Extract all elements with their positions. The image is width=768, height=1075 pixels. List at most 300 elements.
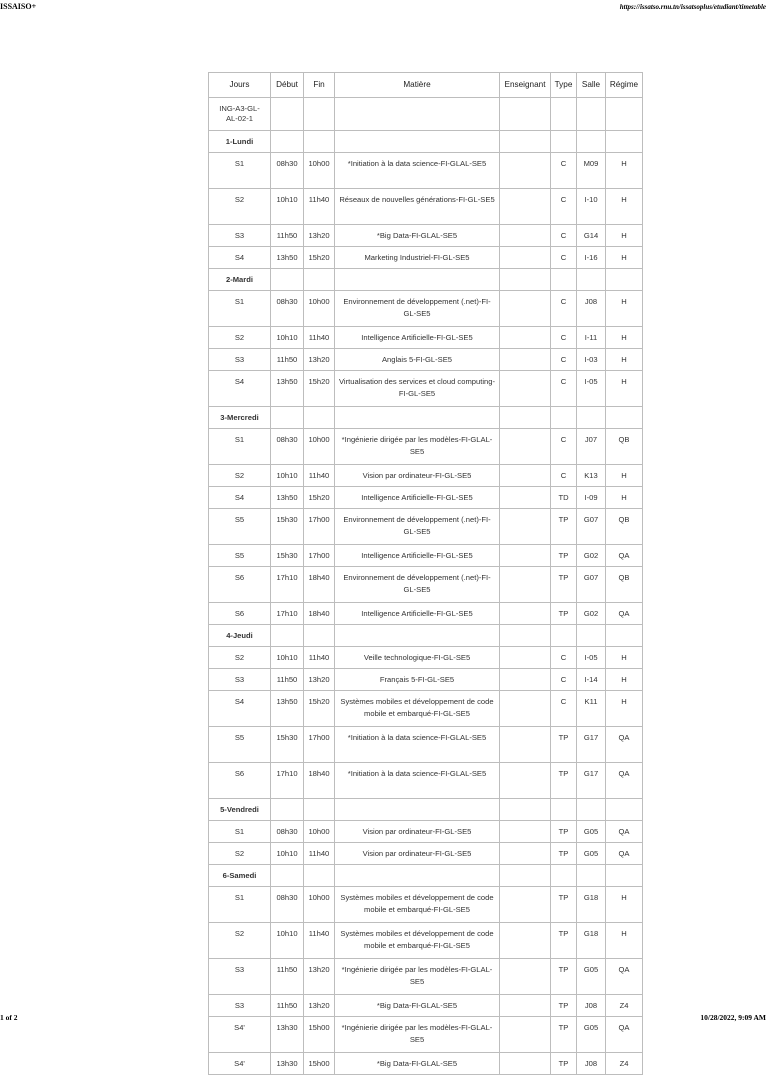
subject-cell: *Big Data-FI-GLAL-SE5 <box>335 995 500 1017</box>
room-cell: J07 <box>577 429 606 465</box>
teacher-cell <box>500 843 551 865</box>
type-cell: C <box>551 429 577 465</box>
start-time-cell: 13h50 <box>271 371 304 407</box>
teacher-cell <box>500 1053 551 1075</box>
teacher-cell <box>500 959 551 995</box>
col-header-fin: Fin <box>304 73 335 98</box>
table-row <box>209 763 643 799</box>
room-cell: G18 <box>577 923 606 959</box>
empty-cell <box>271 799 304 821</box>
subject-cell: Environnement de développement (.net)-FI-GL-SE5 <box>335 567 500 603</box>
slot-cell: S1 <box>209 821 271 843</box>
day-label-cell: 3-Mercredi <box>209 407 271 429</box>
empty-cell <box>551 131 577 153</box>
end-time-cell: 17h00 <box>304 727 335 763</box>
regime-cell: H <box>606 647 643 669</box>
empty-cell <box>577 865 606 887</box>
room-cell: G05 <box>577 959 606 995</box>
room-cell: I-11 <box>577 327 606 349</box>
slot-cell: S2 <box>209 189 271 225</box>
type-cell: C <box>551 349 577 371</box>
empty-cell <box>606 407 643 429</box>
empty-cell <box>606 799 643 821</box>
slot-cell: S3 <box>209 959 271 995</box>
start-time-cell: 15h30 <box>271 727 304 763</box>
start-time-cell: 10h10 <box>271 327 304 349</box>
subject-cell: *Big Data-FI-GLAL-SE5 <box>335 1053 500 1075</box>
type-cell: C <box>551 189 577 225</box>
empty-cell <box>335 625 500 647</box>
room-cell: I-10 <box>577 189 606 225</box>
room-cell: I-16 <box>577 247 606 269</box>
subject-cell: Français 5-FI-GL-SE5 <box>335 669 500 691</box>
subject-cell: Vision par ordinateur-FI-GL-SE5 <box>335 843 500 865</box>
type-cell: C <box>551 327 577 349</box>
end-time-cell: 15h20 <box>304 691 335 727</box>
subject-cell: *Big Data-FI-GLAL-SE5 <box>335 225 500 247</box>
room-cell: J08 <box>577 995 606 1017</box>
type-cell: TP <box>551 603 577 625</box>
day-group-row <box>209 98 643 131</box>
start-time-cell: 15h30 <box>271 545 304 567</box>
start-time-cell: 11h50 <box>271 959 304 995</box>
type-cell: TP <box>551 509 577 545</box>
type-cell: TP <box>551 1053 577 1075</box>
teacher-cell <box>500 691 551 727</box>
empty-cell <box>577 625 606 647</box>
table-row <box>209 349 643 371</box>
start-time-cell: 10h10 <box>271 843 304 865</box>
empty-cell <box>500 269 551 291</box>
start-time-cell: 13h50 <box>271 487 304 509</box>
slot-cell: S2 <box>209 843 271 865</box>
regime-cell: H <box>606 247 643 269</box>
slot-cell: S6 <box>209 763 271 799</box>
regime-cell: Z4 <box>606 1053 643 1075</box>
slot-cell: S2 <box>209 465 271 487</box>
table-row <box>209 669 643 691</box>
slot-cell: S4' <box>209 1017 271 1053</box>
teacher-cell <box>500 567 551 603</box>
empty-cell <box>500 865 551 887</box>
day-label-cell: 6-Samedi <box>209 865 271 887</box>
print-header-url: https://issatso.rnu.tn/issatsoplus/etudiant/timetable <box>619 3 766 11</box>
end-time-cell: 10h00 <box>304 429 335 465</box>
room-cell: G05 <box>577 1017 606 1053</box>
table-row <box>209 545 643 567</box>
room-cell: G02 <box>577 603 606 625</box>
type-cell: TP <box>551 1017 577 1053</box>
empty-cell <box>271 865 304 887</box>
regime-cell: QA <box>606 843 643 865</box>
teacher-cell <box>500 371 551 407</box>
empty-cell <box>551 269 577 291</box>
empty-cell <box>304 625 335 647</box>
empty-cell <box>335 865 500 887</box>
table-row <box>209 923 643 959</box>
empty-cell <box>606 98 643 131</box>
regime-cell: QA <box>606 727 643 763</box>
type-cell: C <box>551 669 577 691</box>
teacher-cell <box>500 487 551 509</box>
timetable-table <box>208 72 643 1075</box>
start-time-cell: 11h50 <box>271 995 304 1017</box>
teacher-cell <box>500 727 551 763</box>
type-cell: TP <box>551 959 577 995</box>
end-time-cell: 13h20 <box>304 669 335 691</box>
empty-cell <box>606 131 643 153</box>
room-cell: J08 <box>577 1053 606 1075</box>
end-time-cell: 11h40 <box>304 843 335 865</box>
subject-cell: Vision par ordinateur-FI-GL-SE5 <box>335 465 500 487</box>
room-cell: G07 <box>577 509 606 545</box>
subject-cell: Veille technologique-FI-GL-SE5 <box>335 647 500 669</box>
end-time-cell: 13h20 <box>304 995 335 1017</box>
empty-cell <box>551 407 577 429</box>
end-time-cell: 18h40 <box>304 567 335 603</box>
end-time-cell: 11h40 <box>304 189 335 225</box>
slot-cell: S4 <box>209 247 271 269</box>
regime-cell: H <box>606 487 643 509</box>
regime-cell: QA <box>606 763 643 799</box>
subject-cell: Intelligence Artificielle-FI-GL-SE5 <box>335 327 500 349</box>
table-row <box>209 291 643 327</box>
type-cell: TP <box>551 567 577 603</box>
start-time-cell: 08h30 <box>271 887 304 923</box>
regime-cell: H <box>606 189 643 225</box>
teacher-cell <box>500 545 551 567</box>
regime-cell: QB <box>606 509 643 545</box>
empty-cell <box>304 269 335 291</box>
start-time-cell: 11h50 <box>271 669 304 691</box>
empty-cell <box>271 625 304 647</box>
start-time-cell: 15h30 <box>271 509 304 545</box>
subject-cell: Environnement de développement (.net)-FI-GL-SE5 <box>335 509 500 545</box>
slot-cell: S6 <box>209 603 271 625</box>
end-time-cell: 15h20 <box>304 371 335 407</box>
table-row <box>209 887 643 923</box>
table-row <box>209 371 643 407</box>
empty-cell <box>606 865 643 887</box>
empty-cell <box>577 131 606 153</box>
table-row <box>209 821 643 843</box>
table-row <box>209 727 643 763</box>
empty-cell <box>304 865 335 887</box>
empty-cell <box>304 799 335 821</box>
type-cell: TP <box>551 821 577 843</box>
teacher-cell <box>500 647 551 669</box>
regime-cell: H <box>606 887 643 923</box>
type-cell: C <box>551 371 577 407</box>
print-header-title: ISSAISO+ <box>0 2 37 11</box>
print-footer <box>0 1010 768 1024</box>
slot-cell: S1 <box>209 153 271 189</box>
col-header-type: Type <box>551 73 577 98</box>
end-time-cell: 15h20 <box>304 247 335 269</box>
day-label-cell: 4-Jeudi <box>209 625 271 647</box>
subject-cell: *Initiation à la data science-FI-GLAL-SE5 <box>335 727 500 763</box>
room-cell: G07 <box>577 567 606 603</box>
room-cell: K13 <box>577 465 606 487</box>
start-time-cell: 17h10 <box>271 567 304 603</box>
start-time-cell: 10h10 <box>271 923 304 959</box>
end-time-cell: 13h20 <box>304 349 335 371</box>
regime-cell: H <box>606 291 643 327</box>
timetable-container <box>208 72 642 1075</box>
start-time-cell: 13h50 <box>271 247 304 269</box>
subject-cell: *Ingénierie dirigée par les modèles-FI-GLAL-SE5 <box>335 959 500 995</box>
room-cell: I-05 <box>577 371 606 407</box>
room-cell: G18 <box>577 887 606 923</box>
regime-cell: QB <box>606 567 643 603</box>
type-cell: TP <box>551 763 577 799</box>
subject-cell: Vision par ordinateur-FI-GL-SE5 <box>335 821 500 843</box>
empty-cell <box>304 407 335 429</box>
teacher-cell <box>500 509 551 545</box>
table-header-row <box>209 73 643 98</box>
table-row <box>209 647 643 669</box>
empty-cell <box>551 98 577 131</box>
end-time-cell: 11h40 <box>304 465 335 487</box>
end-time-cell: 13h20 <box>304 959 335 995</box>
type-cell: C <box>551 691 577 727</box>
regime-cell: QA <box>606 603 643 625</box>
day-group-row <box>209 799 643 821</box>
type-cell: TP <box>551 843 577 865</box>
day-label-cell: 5-Vendredi <box>209 799 271 821</box>
table-row <box>209 487 643 509</box>
teacher-cell <box>500 225 551 247</box>
regime-cell: Z4 <box>606 995 643 1017</box>
table-row <box>209 465 643 487</box>
print-header <box>0 0 768 16</box>
empty-cell <box>577 407 606 429</box>
empty-cell <box>500 131 551 153</box>
end-time-cell: 10h00 <box>304 821 335 843</box>
empty-cell <box>500 799 551 821</box>
subject-cell: Virtualisation des services et cloud computing-FI-GL-SE5 <box>335 371 500 407</box>
teacher-cell <box>500 429 551 465</box>
empty-cell <box>335 269 500 291</box>
empty-cell <box>577 269 606 291</box>
end-time-cell: 18h40 <box>304 763 335 799</box>
start-time-cell: 11h50 <box>271 349 304 371</box>
slot-cell: S5 <box>209 727 271 763</box>
slot-cell: S3 <box>209 225 271 247</box>
regime-cell: H <box>606 691 643 727</box>
room-cell: J08 <box>577 291 606 327</box>
room-cell: K11 <box>577 691 606 727</box>
teacher-cell <box>500 603 551 625</box>
day-group-row <box>209 131 643 153</box>
type-cell: C <box>551 647 577 669</box>
print-footer-datetime: 10/28/2022, 9:09 AM <box>700 1013 766 1022</box>
table-row <box>209 225 643 247</box>
start-time-cell: 17h10 <box>271 603 304 625</box>
empty-cell <box>335 799 500 821</box>
slot-cell: S6 <box>209 567 271 603</box>
group-label-cell: ING-A3-GL-AL-02-1 <box>209 98 271 131</box>
regime-cell: H <box>606 327 643 349</box>
empty-cell <box>500 625 551 647</box>
col-header-enseignant: Enseignant <box>500 73 551 98</box>
start-time-cell: 11h50 <box>271 225 304 247</box>
empty-cell <box>606 625 643 647</box>
type-cell: TP <box>551 545 577 567</box>
print-footer-page: 1 of 2 <box>0 1013 18 1022</box>
teacher-cell <box>500 247 551 269</box>
empty-cell <box>500 98 551 131</box>
subject-cell: *Initiation à la data science-FI-GLAL-SE5 <box>335 153 500 189</box>
start-time-cell: 13h30 <box>271 1017 304 1053</box>
room-cell: G05 <box>577 821 606 843</box>
start-time-cell: 08h30 <box>271 821 304 843</box>
subject-cell: Systèmes mobiles et développement de code mobile et embarqué-FI-GL-SE5 <box>335 923 500 959</box>
table-row <box>209 691 643 727</box>
table-row <box>209 247 643 269</box>
start-time-cell: 17h10 <box>271 763 304 799</box>
subject-cell: Intelligence Artificielle-FI-GL-SE5 <box>335 545 500 567</box>
room-cell: I-14 <box>577 669 606 691</box>
teacher-cell <box>500 669 551 691</box>
slot-cell: S4 <box>209 371 271 407</box>
end-time-cell: 17h00 <box>304 509 335 545</box>
slot-cell: S4 <box>209 487 271 509</box>
day-group-row <box>209 269 643 291</box>
table-row <box>209 603 643 625</box>
regime-cell: QB <box>606 429 643 465</box>
slot-cell: S4' <box>209 1053 271 1075</box>
end-time-cell: 11h40 <box>304 923 335 959</box>
end-time-cell: 18h40 <box>304 603 335 625</box>
regime-cell: H <box>606 923 643 959</box>
table-row <box>209 429 643 465</box>
end-time-cell: 13h20 <box>304 225 335 247</box>
teacher-cell <box>500 923 551 959</box>
subject-cell: *Ingénierie dirigée par les modèles-FI-GLAL-SE5 <box>335 429 500 465</box>
col-header-matiere: Matière <box>335 73 500 98</box>
teacher-cell <box>500 887 551 923</box>
room-cell: G14 <box>577 225 606 247</box>
regime-cell: QA <box>606 821 643 843</box>
room-cell: G17 <box>577 763 606 799</box>
end-time-cell: 10h00 <box>304 291 335 327</box>
teacher-cell <box>500 763 551 799</box>
col-header-debut: Début <box>271 73 304 98</box>
slot-cell: S4 <box>209 691 271 727</box>
slot-cell: S1 <box>209 429 271 465</box>
table-row <box>209 567 643 603</box>
empty-cell <box>577 98 606 131</box>
room-cell: G05 <box>577 843 606 865</box>
slot-cell: S2 <box>209 647 271 669</box>
slot-cell: S3 <box>209 995 271 1017</box>
teacher-cell <box>500 821 551 843</box>
regime-cell: QA <box>606 959 643 995</box>
table-row <box>209 509 643 545</box>
col-header-regime: Régime <box>606 73 643 98</box>
teacher-cell <box>500 349 551 371</box>
subject-cell: Systèmes mobiles et développement de code mobile et embarqué-FI-GL-SE5 <box>335 691 500 727</box>
type-cell: TP <box>551 923 577 959</box>
day-group-row <box>209 865 643 887</box>
slot-cell: S2 <box>209 923 271 959</box>
empty-cell <box>335 98 500 131</box>
room-cell: M09 <box>577 153 606 189</box>
start-time-cell: 08h30 <box>271 429 304 465</box>
subject-cell: Anglais 5-FI-GL-SE5 <box>335 349 500 371</box>
empty-cell <box>606 269 643 291</box>
subject-cell: *Initiation à la data science-FI-GLAL-SE5 <box>335 763 500 799</box>
regime-cell: H <box>606 349 643 371</box>
start-time-cell: 10h10 <box>271 647 304 669</box>
end-time-cell: 11h40 <box>304 647 335 669</box>
end-time-cell: 15h00 <box>304 1053 335 1075</box>
regime-cell: QA <box>606 545 643 567</box>
table-row <box>209 843 643 865</box>
empty-cell <box>551 799 577 821</box>
end-time-cell: 15h00 <box>304 1017 335 1053</box>
empty-cell <box>271 98 304 131</box>
empty-cell <box>304 131 335 153</box>
subject-cell: Systèmes mobiles et développement de code mobile et embarqué-FI-GL-SE5 <box>335 887 500 923</box>
start-time-cell: 10h10 <box>271 465 304 487</box>
start-time-cell: 08h30 <box>271 153 304 189</box>
regime-cell: H <box>606 153 643 189</box>
start-time-cell: 08h30 <box>271 291 304 327</box>
room-cell: I-05 <box>577 647 606 669</box>
regime-cell: QA <box>606 1017 643 1053</box>
regime-cell: H <box>606 669 643 691</box>
subject-cell: Intelligence Artificielle-FI-GL-SE5 <box>335 603 500 625</box>
day-group-row <box>209 625 643 647</box>
regime-cell: H <box>606 225 643 247</box>
timetable-body <box>209 98 643 1075</box>
teacher-cell <box>500 291 551 327</box>
slot-cell: S5 <box>209 545 271 567</box>
start-time-cell: 13h30 <box>271 1053 304 1075</box>
subject-cell: Intelligence Artificielle-FI-GL-SE5 <box>335 487 500 509</box>
room-cell: I-09 <box>577 487 606 509</box>
room-cell: I-03 <box>577 349 606 371</box>
empty-cell <box>271 269 304 291</box>
teacher-cell <box>500 153 551 189</box>
type-cell: C <box>551 247 577 269</box>
end-time-cell: 10h00 <box>304 153 335 189</box>
col-header-jours: Jours <box>209 73 271 98</box>
empty-cell <box>304 98 335 131</box>
empty-cell <box>335 407 500 429</box>
teacher-cell <box>500 189 551 225</box>
type-cell: C <box>551 153 577 189</box>
subject-cell: Réseaux de nouvelles générations-FI-GL-SE5 <box>335 189 500 225</box>
day-label-cell: 1-Lundi <box>209 131 271 153</box>
table-row <box>209 1053 643 1075</box>
empty-cell <box>271 407 304 429</box>
end-time-cell: 17h00 <box>304 545 335 567</box>
empty-cell <box>335 131 500 153</box>
type-cell: C <box>551 465 577 487</box>
col-header-salle: Salle <box>577 73 606 98</box>
type-cell: C <box>551 291 577 327</box>
slot-cell: S1 <box>209 291 271 327</box>
empty-cell <box>577 799 606 821</box>
table-row <box>209 153 643 189</box>
empty-cell <box>500 407 551 429</box>
empty-cell <box>271 131 304 153</box>
start-time-cell: 10h10 <box>271 189 304 225</box>
type-cell: TP <box>551 995 577 1017</box>
